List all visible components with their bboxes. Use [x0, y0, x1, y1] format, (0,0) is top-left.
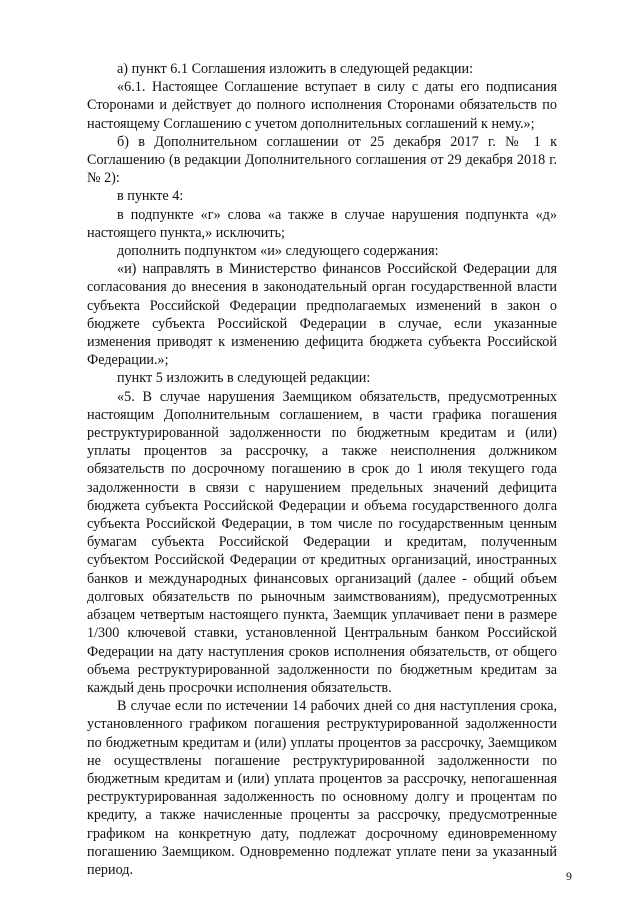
paragraph-point-5-text: «5. В случае нарушения Заемщиком обязательств, предусмотренных настоящим Дополнительным соглашением, в части графика погашения реструктурированной задолженности по бюджетным кредитам и (или) уплаты процентов за рассрочку, а также неисполнения должником обязательств по досрочному погашению в срок до 1 июля текущего года задолженности в связи с нарушением предельных значений дефицита бюджета субъекта Российской Федерации и объема государственного долга субъекта Российской Федерации, в том числе по государственным ценным бумагам субъекта Российской Федерации и кредитам, полученным субъектом Российской Федерации от кредитных организаций, иностранных банков и международных финансовых организаций (далее - общий объем долговых обязательств по рыночным заимствованиям), предусмотренных абзацем четвертым настоящего пункта, Заемщик уплачивает пени в размере 1/300 ключевой ставки, установленной Центральным банком Российской Федерации на дату наступления сроков исполнения обязательств, от общего объема реструктурированной задолженности по бюджетным кредитам за каждый день просрочки исполнения обязательств.: [87, 388, 557, 696]
paragraph-subpoint-g: в подпункте «г» слова «а также в случае нарушения подпункта «д» настоящего пункта,» исключить;: [87, 206, 557, 241]
paragraph-add-subpoint-i: дополнить подпунктом «и» следующего содержания:: [117, 243, 439, 260]
paragraph-early-repayment: В случае если по истечении 14 рабочих дней со дня наступления срока, установленного графиком погашения реструктурированной задолженности по бюджетным кредитам и (или) уплаты процентов за рассрочку, Заемщиком не осуществлены погашение реструктурированной задолженности по бюджетным кредитам и (или) уплата процентов за рассрочку, непогашенная реструктурированная задолженность по основному долгу и процентам по кредиту, а также начисленные проценты за рассрочку, предусмотренные графиком на конкретную дату, подлежат досрочному единовременному погашению Заемщиком. Одновременно подлежат уплате пени за указанный период.: [87, 698, 557, 878]
paragraph-point-5-intro: пункт 5 изложить в следующей редакции:: [117, 370, 371, 387]
paragraph-clause-6-1: «6.1. Настоящее Соглашение вступает в силу с даты его подписания Сторонами и действует до полного исполнения Сторонами обязательств по настоящему Соглашению с учетом дополнительных соглашений к нему.»;: [87, 79, 557, 132]
document-body: [87, 60, 557, 879]
paragraph-point-4: в пункте 4:: [117, 188, 184, 205]
page-number: 9: [566, 869, 572, 883]
paragraph-clause-a: а) пункт 6.1 Соглашения изложить в следующей редакции:: [117, 61, 474, 77]
paragraph-clause-b: б) в Дополнительном соглашении от 25 декабря 2017 г. № 1 к Соглашению (в редакции Дополнительного соглашения от 29 декабря 2018 г. № 2):: [87, 133, 557, 187]
paragraph-subpoint-i-text: «и) направлять в Министерство финансов Российской Федерации для согласования до внесения в законодательный орган государственной власти субъекта Российской Федерации предполагаемых изменений в закон о бюджете субъекта Российской Федерации в случае, если указанные изменения приводят к изменению дефицита бюджета субъекта Российской Федерации.»;: [87, 261, 557, 369]
